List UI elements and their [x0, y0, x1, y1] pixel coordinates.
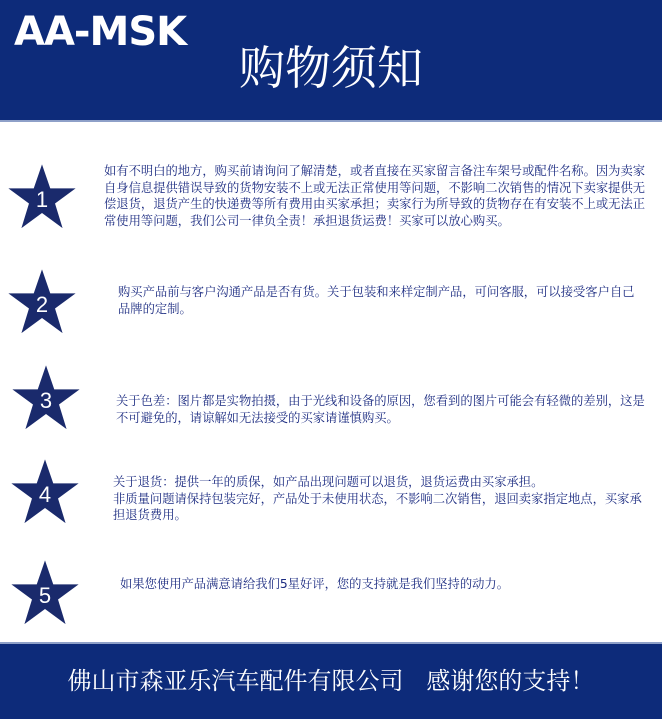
- item-number: 4: [38, 482, 52, 507]
- page-title: 购物须知: [239, 41, 423, 95]
- item-number: 3: [39, 388, 53, 413]
- item-number: 1: [35, 187, 49, 212]
- star-icon: [10, 458, 80, 528]
- item-text: [113, 474, 653, 524]
- brand-logo: AA-MSK: [14, 9, 187, 55]
- item-number: 2: [35, 292, 49, 317]
- footer-banner: [0, 642, 662, 719]
- item-text: 如果您使用产品满意请给我们5星好评，您的支持就是我们坚持的动力。: [120, 577, 510, 591]
- item-text-line: 非质量问题请保持包装完好，产品处于未使用状态，不影响二次销售，退回卖家指定地点，买家承担退货费用。: [113, 491, 642, 522]
- item-text: 购买产品前与客户沟通产品是否有货。关于包装和来样定制产品，可问客服，可以接受客户自己品牌的定制。: [118, 285, 635, 316]
- footer-text: 佛山市森亚乐汽车配件有限公司 感谢您的支持！: [67, 667, 595, 695]
- star-icon: [7, 268, 77, 338]
- star-icon: [10, 559, 80, 629]
- item-number: 5: [38, 583, 52, 608]
- item-text: 关于色差：图片都是实物拍摄，由于光线和设备的原因，您看到的图片可能会有轻微的差别，这是不可避免的，请谅解如无法接受的买家请谨慎购买。: [116, 394, 645, 425]
- star-icon: [11, 364, 81, 434]
- star-icon: [7, 163, 77, 233]
- header-banner: [0, 0, 662, 122]
- item-text-line: 关于退货：提供一年的质保，如产品出现问题可以退货，退货运费由买家承担。: [113, 475, 544, 489]
- item-text: 如有不明白的地方，购买前请询问了解清楚，或者直接在买家留言备注车架号或配件名称。因为卖家自身信息提供错误导致的货物安装不上或无法正常使用等问题，不影响二次销售的情况下卖家提供无偿退货，退货产生的快递费等所有费用由买家承担；卖家行为所导致的货物存在有安装不上或无法正常使用等问题，我们公司一律负全责！承担退货运费！买家可以放心购买。: [104, 164, 646, 228]
